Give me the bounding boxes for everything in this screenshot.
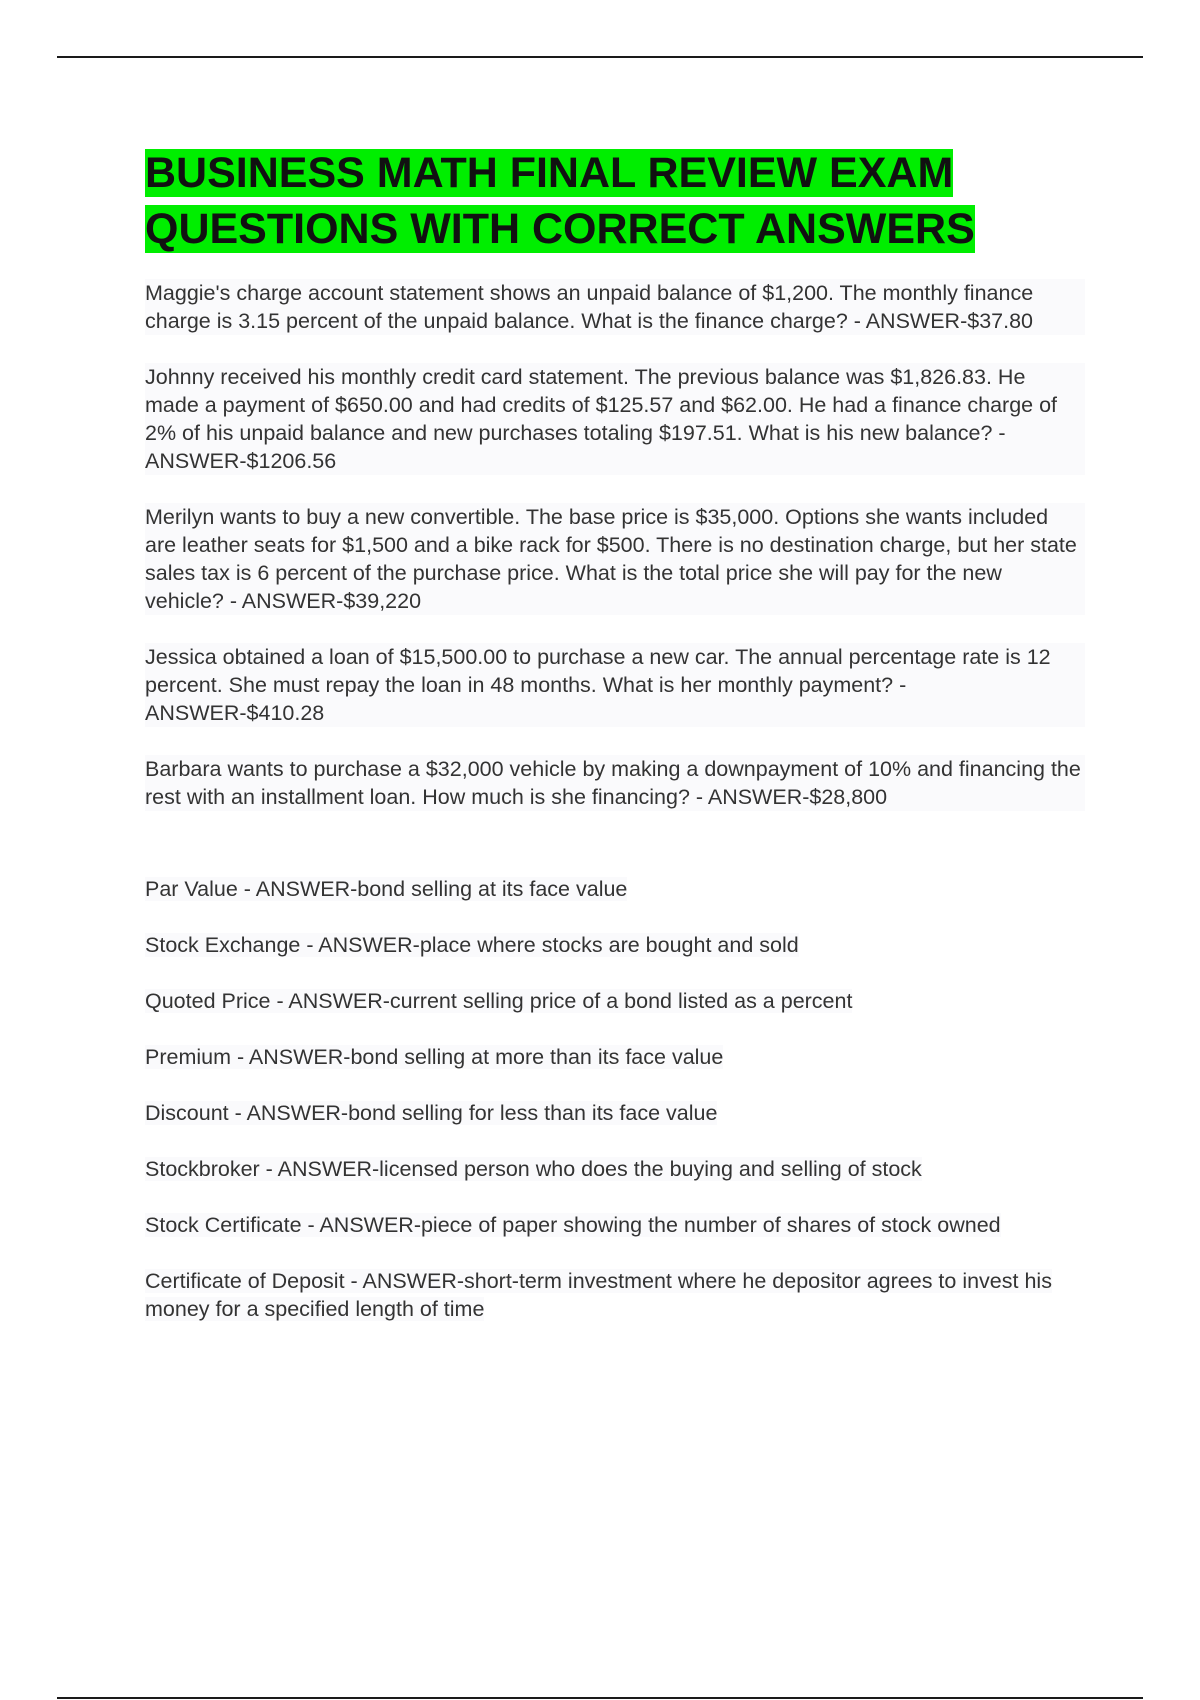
definition-item bbox=[145, 875, 1085, 903]
definition-item bbox=[145, 1155, 1085, 1183]
definition-item bbox=[145, 1099, 1085, 1127]
question-item: Maggie's charge account statement shows an unpaid balance of $1,200. The monthly finance charge is 3.15 percent of the unpaid balance. What is the finance charge? - ANSWER-$37.80 bbox=[145, 279, 1085, 335]
question-item: Johnny received his monthly credit card statement. The previous balance was $1,826.83. He made a payment of $650.00 and had credits of $125.57 and $62.00. He had a finance charge of 2% of his unpaid balance and new purchases totaling $197.51. What is his new balance? - ANSWER-$1206.56 bbox=[145, 363, 1085, 475]
definition-item bbox=[145, 931, 1085, 959]
definition-item bbox=[145, 1043, 1085, 1071]
question-item: Merilyn wants to buy a new convertible. The base price is $35,000. Options she wants included are leather seats for $1,500 and a bike rack for $500. There is no destination charge, but her state sales tax is 6 percent of the purchase price. What is the total price she will pay for the new vehicle? - ANSWER-$39,220 bbox=[145, 503, 1085, 615]
definition-text: Par Value - ANSWER-bond selling at its face value bbox=[145, 877, 628, 901]
definition-text: Premium - ANSWER-bond selling at more than its face value bbox=[145, 1045, 724, 1069]
definition-item bbox=[145, 1211, 1085, 1239]
document-title bbox=[145, 145, 1085, 257]
question-list bbox=[145, 279, 1085, 811]
definition-text: Discount - ANSWER-bond selling for less than its face value bbox=[145, 1101, 718, 1125]
bottom-divider bbox=[57, 1697, 1143, 1699]
definition-item bbox=[145, 987, 1085, 1015]
question-item: Barbara wants to purchase a $32,000 vehicle by making a downpayment of 10% and financing the rest with an installment loan. How much is she financing? - ANSWER-$28,800 bbox=[145, 755, 1085, 811]
definition-text: Stock Exchange - ANSWER-place where stocks are bought and sold bbox=[145, 933, 799, 957]
definition-text: Stockbroker - ANSWER-licensed person who does the buying and selling of stock bbox=[145, 1157, 922, 1181]
document-title-text: BUSINESS MATH FINAL REVIEW EXAM QUESTIONS WITH CORRECT ANSWERS bbox=[145, 149, 975, 253]
definition-text: Stock Certificate - ANSWER-piece of paper showing the number of shares of stock owned bbox=[145, 1213, 1001, 1237]
definition-list bbox=[145, 875, 1085, 1323]
definition-text: Quoted Price - ANSWER-current selling price of a bond listed as a percent bbox=[145, 989, 853, 1013]
definition-text: Certificate of Deposit - ANSWER-short-term investment where he depositor agrees to invest his money for a specified length of time bbox=[145, 1269, 1052, 1321]
question-item: Jessica obtained a loan of $15,500.00 to purchase a new car. The annual percentage rate is 12 percent. She must repay the loan in 48 months. What is her monthly payment? - ANSWER-$410.28 bbox=[145, 643, 1085, 727]
definition-item bbox=[145, 1267, 1085, 1323]
document-body bbox=[145, 145, 1085, 1351]
top-divider bbox=[57, 56, 1143, 58]
